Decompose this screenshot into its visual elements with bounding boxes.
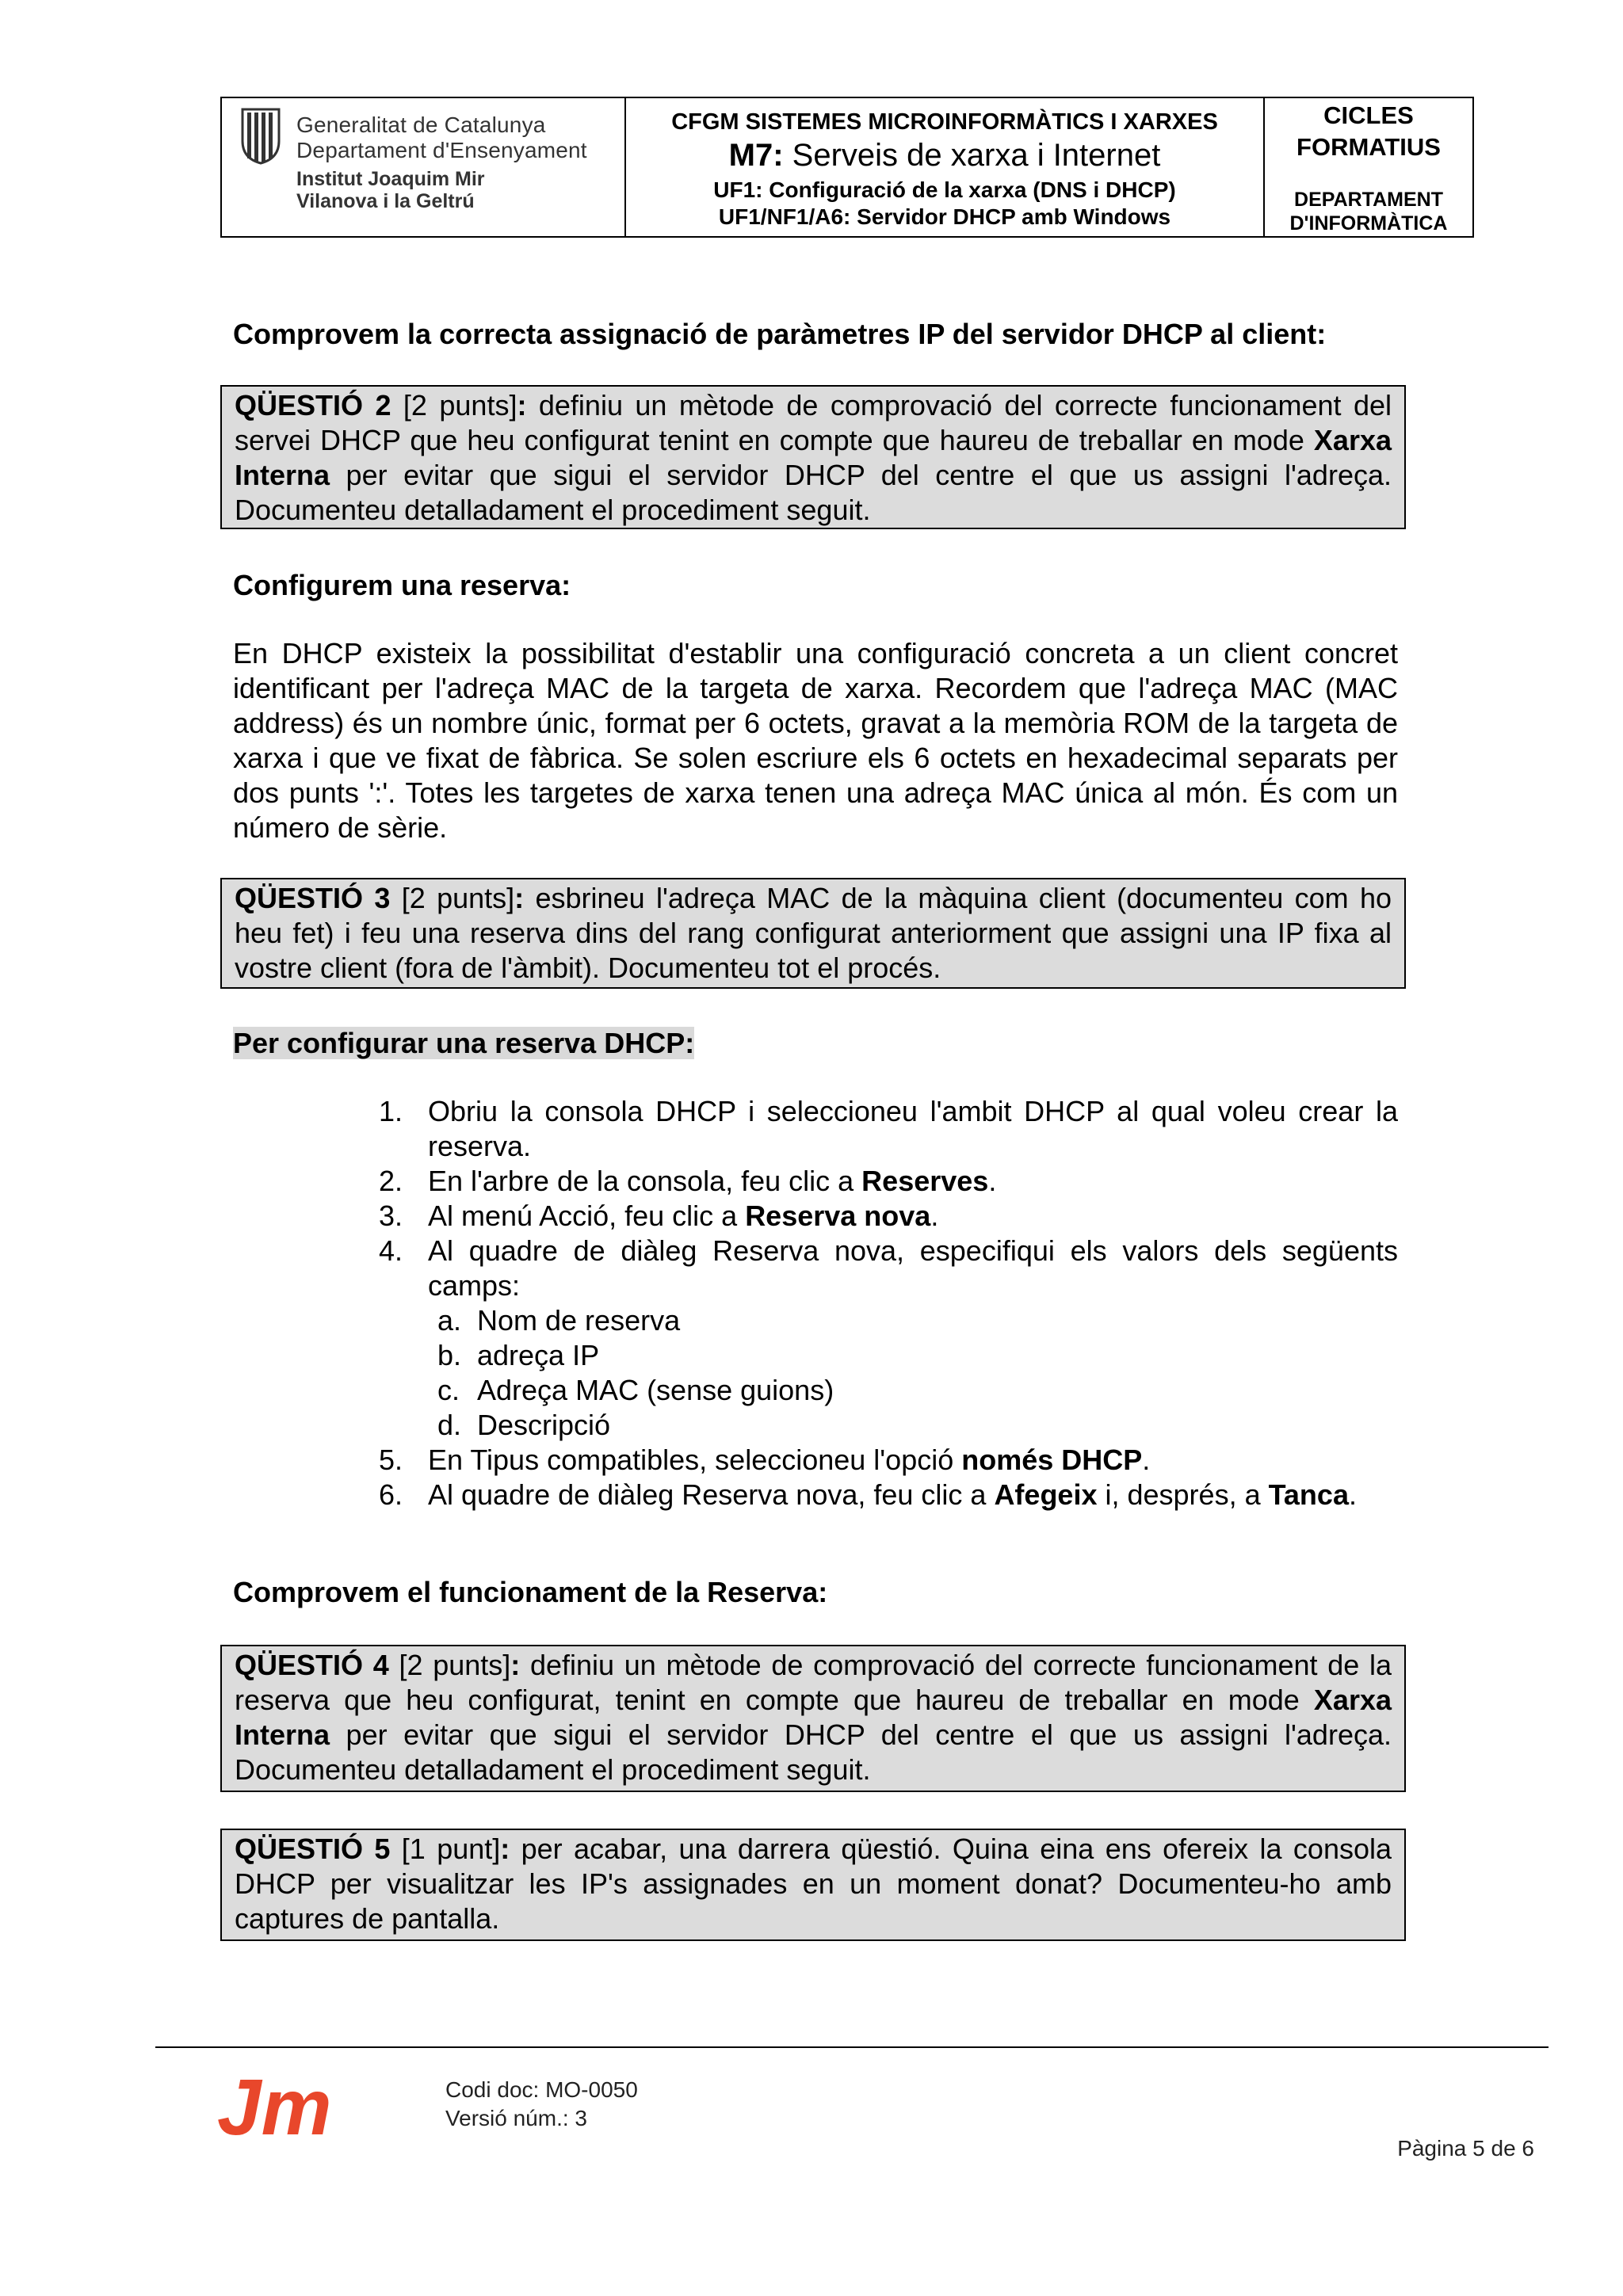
document-header xyxy=(220,97,1474,238)
question-2-box xyxy=(220,385,1406,529)
highlighted-heading: Per configurar una reserva DHCP: xyxy=(233,1027,695,1059)
question-3-box xyxy=(220,878,1406,989)
list-item xyxy=(379,1234,1398,1303)
question-4-points: [2 punts] xyxy=(399,1649,511,1681)
question-2-colon: : xyxy=(517,389,527,421)
sub-step-letter: c. xyxy=(437,1374,460,1406)
department-name: Departament d'Ensenyament xyxy=(296,138,587,162)
question-3-colon: : xyxy=(514,882,525,914)
module-code: M7: xyxy=(728,138,784,173)
step-bold: només DHCP xyxy=(961,1444,1143,1476)
list-item xyxy=(379,1164,1398,1199)
step-end: . xyxy=(1142,1444,1151,1476)
question-4-text-part2: per evitar que sigui el servidor DHCP del centre el que us assigni l'adreça. Documenteu detalladament el procediment seguit. xyxy=(235,1718,1392,1786)
question-2-text-part1: definiu un mètode de comprovació del correcte funcionament del servei DHCP que heu configurat tenint en compte que haureu de treballar en mode xyxy=(235,389,1392,456)
section-heading-check-ip: Comprovem la correcta assignació de paràmetres IP del servidor DHCP al client: xyxy=(233,318,1327,350)
question-4-text xyxy=(235,1648,1392,1787)
institute-name: Institut Joaquim Mir xyxy=(296,168,485,190)
question-5-body: per acabar, una darrera qüestió. Quina eina ens ofereix la consola DHCP per visualitzar les IP's assignades en un moment donat? Documenteu-ho amb captures de pantalla. xyxy=(235,1833,1392,1935)
step-number: 4. xyxy=(379,1234,403,1267)
step-text: En l'arbre de la consola, feu clic a xyxy=(428,1165,862,1197)
departament-label: DEPARTAMENT xyxy=(1294,189,1443,211)
step-bold: Tanca xyxy=(1268,1478,1349,1511)
section-heading-check-reservation: Comprovem el funcionament de la Reserva: xyxy=(233,1576,828,1608)
unit-title: UF1: Configuració de la xarxa (DNS i DHCP) xyxy=(713,177,1176,202)
step-text: Al quadre de diàleg Reserva nova, especifiqui els valors dels següents camps: xyxy=(428,1234,1398,1302)
page-number: Pàgina 5 de 6 xyxy=(1397,2136,1534,2161)
step-text: Al quadre de diàleg Reserva nova, feu clic a xyxy=(428,1478,995,1511)
steps-list xyxy=(379,1094,1398,1512)
question-2-text xyxy=(235,388,1392,528)
list-item xyxy=(379,1199,1398,1234)
question-4-box xyxy=(220,1645,1406,1792)
sub-step-letter: b. xyxy=(437,1339,462,1371)
step-number: 2. xyxy=(379,1165,403,1197)
list-item xyxy=(379,1478,1398,1512)
list-item xyxy=(379,1408,1398,1443)
informatica-label: D'INFORMÀTICA xyxy=(1289,212,1448,235)
step-end: . xyxy=(1348,1478,1357,1511)
list-item xyxy=(379,1443,1398,1478)
header-department-cell xyxy=(1265,98,1472,236)
question-5-points: [1 punt] xyxy=(401,1833,501,1865)
logo-text: Jm xyxy=(217,2069,332,2145)
institute-logo-icon xyxy=(214,2069,372,2145)
generalitat-name: Generalitat de Catalunya xyxy=(296,113,546,137)
step-number: 5. xyxy=(379,1444,403,1476)
course-title: CFGM SISTEMES MICROINFORMÀTICS I XARXES xyxy=(671,109,1218,135)
step-number: 1. xyxy=(379,1095,403,1127)
intro-paragraph: En DHCP existeix la possibilitat d'establir una configuració concreta a un client concret identificant per l'adreça MAC de la targeta de xarxa. Recordem que l'adreça MAC (MAC address) és un nombre únic, format per 6 octets, gravat a la memòria ROM de la targeta de xarxa i que ve fixat de fàbrica. Se solen escriure els 6 octets en hexadecimal separats per dos punts ':'. Totes les targetes de xarxa tenen una adreça MAC única al món. És com un número de sèrie. xyxy=(233,637,1398,844)
step-text: Al menú Acció, feu clic a xyxy=(428,1199,746,1232)
step-end: . xyxy=(988,1165,997,1197)
question-3-text xyxy=(235,881,1392,986)
step-text: Obriu la consola DHCP i seleccioneu l'ambit DHCP al qual voleu crear la reserva. xyxy=(428,1095,1398,1162)
sub-step-text: adreça IP xyxy=(477,1339,600,1371)
question-3-points: [2 punts] xyxy=(401,882,515,914)
module-name: Serveis de xarxa i Internet xyxy=(792,138,1161,173)
question-3-label: QÜESTIÓ 3 xyxy=(235,882,391,914)
list-item xyxy=(379,1373,1398,1408)
step-number: 6. xyxy=(379,1478,403,1511)
question-5-text xyxy=(235,1832,1392,1936)
institute-location: Vilanova i la Geltrú xyxy=(296,190,475,212)
list-item xyxy=(379,1338,1398,1373)
question-2-label: QÜESTIÓ 2 xyxy=(235,389,391,421)
generalitat-emblem-icon xyxy=(239,106,282,165)
sub-step-text: Adreça MAC (sense guions) xyxy=(477,1374,834,1406)
question-2-points: [2 punts] xyxy=(403,389,517,421)
sub-step-letter: d. xyxy=(437,1409,462,1441)
sub-step-letter: a. xyxy=(437,1304,462,1337)
question-2-text-part2: per evitar que sigui el servidor DHCP del centre el que us assigni l'adreça. Documenteu detalladament el procediment seguit. xyxy=(235,459,1392,526)
header-logo-cell xyxy=(222,98,626,236)
question-5-box xyxy=(220,1829,1406,1941)
step-end: . xyxy=(930,1199,939,1232)
question-5-label: QÜESTIÓ 5 xyxy=(235,1833,391,1865)
list-item xyxy=(379,1094,1398,1164)
module-title xyxy=(626,138,1263,174)
section-heading-reservation: Configurem una reserva: xyxy=(233,569,571,601)
header-course-cell xyxy=(626,98,1265,236)
step-bold: Reserves xyxy=(861,1165,989,1197)
question-4-mode: Xarxa Interna xyxy=(235,1684,1392,1751)
document-version: Versió núm.: 3 xyxy=(445,2106,587,2130)
step-text: i, després, a xyxy=(1097,1478,1269,1511)
question-2-mode: Xarxa Interna xyxy=(235,424,1392,491)
step-number: 3. xyxy=(379,1199,403,1232)
question-4-colon: : xyxy=(510,1649,521,1681)
sub-step-text: Descripció xyxy=(477,1409,611,1441)
question-3-body: esbrineu l'adreça MAC de la màquina client (documenteu com ho heu fet) i feu una reserva dins del rang configurat anteriorment que assigni una IP fixa al vostre client (fora de l'àmbit). Documenteu tot el procés. xyxy=(235,882,1392,984)
question-4-label: QÜESTIÓ 4 xyxy=(235,1649,389,1681)
section-heading-configure-reservation xyxy=(233,1026,694,1061)
document-code: Codi doc: MO-0050 xyxy=(445,2077,638,2102)
formatius-label: FORMATIUS xyxy=(1296,133,1441,161)
question-5-colon: : xyxy=(500,1833,510,1865)
step-text: En Tipus compatibles, seleccioneu l'opció xyxy=(428,1444,962,1476)
sub-step-text: Nom de reserva xyxy=(477,1304,681,1337)
footer-divider xyxy=(155,2046,1549,2048)
question-4-text-part1: definiu un mètode de comprovació del correcte funcionament de la reserva que heu configurat, tenint en compte que haureu de treballar en mode xyxy=(235,1649,1392,1716)
list-item xyxy=(379,1303,1398,1338)
cicles-label: CICLES xyxy=(1323,101,1414,129)
step-bold: Reserva nova xyxy=(745,1199,931,1232)
step-bold: Afegeix xyxy=(994,1478,1098,1511)
activity-title: UF1/NF1/A6: Servidor DHCP amb Windows xyxy=(718,204,1171,229)
